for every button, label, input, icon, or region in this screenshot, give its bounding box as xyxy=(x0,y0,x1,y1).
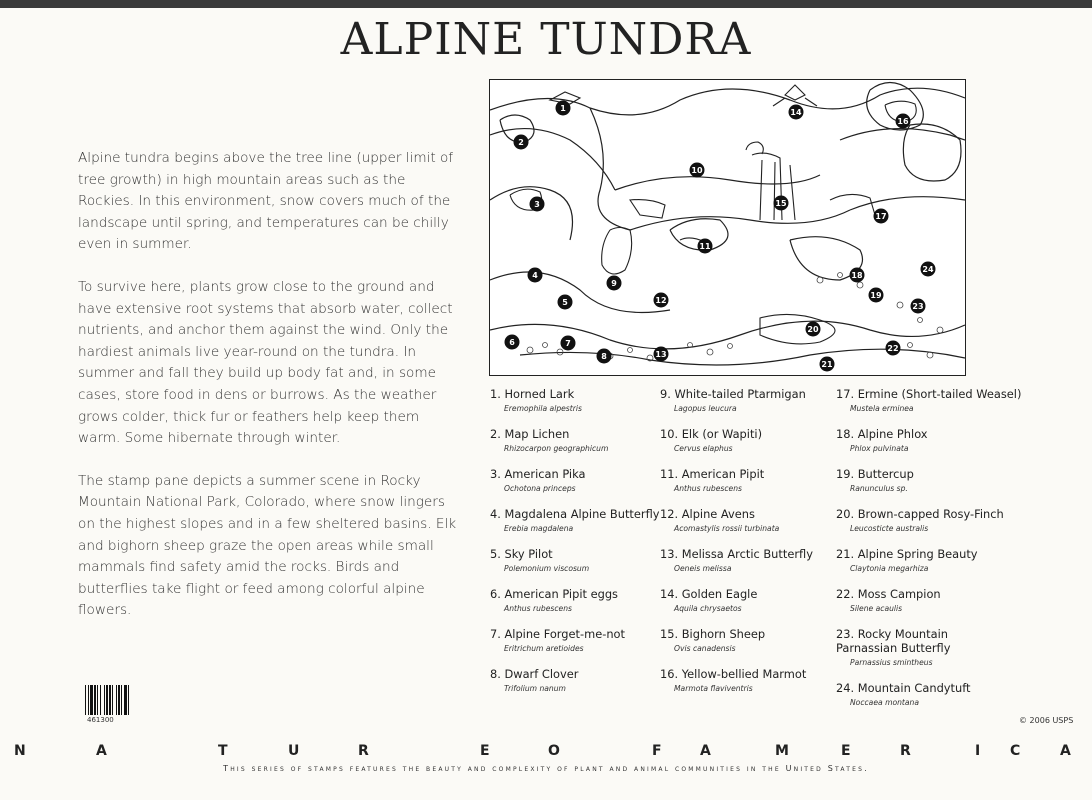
scene-marker xyxy=(820,357,835,372)
legend-item xyxy=(836,547,1016,573)
barcode-bar xyxy=(104,685,105,715)
scene-marker-label: 3 xyxy=(534,200,540,209)
scene-marker-label: 21 xyxy=(821,360,833,369)
scene-marker xyxy=(561,336,576,351)
scene-marker xyxy=(654,347,669,362)
legend-item xyxy=(836,427,1016,453)
legend-scientific-name: Polemonium viscosum xyxy=(504,564,590,573)
legend-common-name: 17. Ermine (Short-tailed Weasel) xyxy=(836,387,1022,401)
scene-marker-label: 18 xyxy=(851,271,863,280)
series-letter: R xyxy=(900,743,911,759)
scene-marker-label: 19 xyxy=(870,291,882,300)
barcode-bar xyxy=(128,685,129,715)
legend-item xyxy=(660,387,830,413)
legend-scientific-name: Eremophila alpestris xyxy=(504,404,582,413)
series-letter: I xyxy=(975,743,981,759)
scene-marker-label: 1 xyxy=(560,104,566,113)
legend-scientific-name: Rhizocarpon geographicum xyxy=(504,444,609,453)
legend-common-name: 20. Brown-capped Rosy-Finch xyxy=(836,507,1004,521)
barcode-bar xyxy=(124,685,127,715)
scene-marker xyxy=(607,276,622,291)
barcode-number: 461300 xyxy=(87,716,114,724)
legend-scientific-name: Ranunculus sp. xyxy=(850,484,908,493)
scene-line-art xyxy=(490,80,965,375)
legend-item xyxy=(660,507,830,533)
series-letter: F xyxy=(652,743,662,759)
copyright-text: © 2006 USPS xyxy=(1019,716,1074,725)
series-letter: U xyxy=(288,743,300,759)
legend-scientific-name: Claytonia megarhiza xyxy=(850,564,929,573)
barcode-bar xyxy=(88,685,89,715)
scene-marker xyxy=(911,299,926,314)
scene-marker-label: 8 xyxy=(601,352,607,361)
legend-scientific-name: Noccaea montana xyxy=(850,698,920,707)
legend-common-name: 14. Golden Eagle xyxy=(660,587,758,601)
legend-common-name: 22. Moss Campion xyxy=(836,587,941,601)
scene-marker-label: 4 xyxy=(532,271,538,280)
legend-scientific-name: Silene acaulis xyxy=(850,604,903,613)
barcode-bar xyxy=(85,685,86,715)
scene-marker-label: 13 xyxy=(655,350,667,359)
legend-common-name: 3. American Pika xyxy=(490,467,586,481)
legend-common-name: 19. Buttercup xyxy=(836,467,914,481)
scene-marker xyxy=(886,341,901,356)
scene-marker xyxy=(698,239,713,254)
legend-common-name: 8. Dwarf Clover xyxy=(490,667,579,681)
scene-marker-label: 24 xyxy=(922,265,934,274)
legend-item xyxy=(660,467,830,493)
intro-text xyxy=(78,148,458,643)
legend-common-name: 15. Bighorn Sheep xyxy=(660,627,766,641)
legend-common-name: 9. White-tailed Ptarmigan xyxy=(660,387,806,401)
scene-marker xyxy=(556,101,571,116)
legend-scientific-name: Mustela erminea xyxy=(850,404,914,413)
scene-marker-label: 2 xyxy=(518,138,524,147)
legend-common-name: 13. Melissa Arctic Butterfly xyxy=(660,547,813,561)
scene-marker-label: 6 xyxy=(509,338,515,347)
legend-scientific-name: Trifolium nanum xyxy=(504,684,566,693)
barcode-bar xyxy=(100,685,101,715)
barcode-bar xyxy=(97,685,98,715)
legend-item xyxy=(660,627,830,653)
scene-marker xyxy=(806,322,821,337)
intro-paragraph-3: The stamp pane depicts a summer scene in Rocky Mountain National Park, Colorado, where snow lingers on the highest slopes and in a few sheltered basins. Elk and bighorn sheep graze the open areas while small mammals find safety amid the rocks. Birds and butterflies take flight or feed among colorful alpine flowers. xyxy=(78,472,457,619)
scene-marker-label: 15 xyxy=(775,199,787,208)
barcode-bar xyxy=(90,685,93,715)
barcode-bar xyxy=(118,685,120,715)
legend-item xyxy=(836,387,1022,413)
scene-marker-label: 7 xyxy=(565,339,571,348)
scene-marker xyxy=(896,114,911,129)
series-letter: T xyxy=(218,743,228,759)
legend-scientific-name: Ovis canadensis xyxy=(674,644,736,653)
legend-scientific-name: Ochotona princeps xyxy=(504,484,576,493)
scene-marker-label: 12 xyxy=(655,296,667,305)
legend-common-name: 18. Alpine Phlox xyxy=(836,427,928,441)
scene-marker-label: 14 xyxy=(790,108,802,117)
scene-marker xyxy=(505,335,520,350)
legend-common-name: 16. Yellow-bellied Marmot xyxy=(660,667,807,681)
scene-marker xyxy=(921,262,936,277)
barcode-image xyxy=(85,685,149,715)
scene-marker xyxy=(514,135,529,150)
legend-scientific-name: Erebia magdalena xyxy=(504,524,574,533)
legend-scientific-name: Acomastylis rossii turbinata xyxy=(674,524,780,533)
scene-marker xyxy=(869,288,884,303)
series-title-letters xyxy=(0,743,1092,763)
legend-common-name: 12. Alpine Avens xyxy=(660,507,755,521)
scene-marker-label: 23 xyxy=(912,302,924,311)
legend-scientific-name: Phlox pulvinata xyxy=(850,444,909,453)
legend-common-name: 4. Magdalena Alpine Butterfly xyxy=(490,507,660,521)
series-footer-text: This series of stamps features the beauty and complexity of plant and animal communities in the United States. xyxy=(223,764,869,773)
legend-scientific-name: Aquila chrysaetos xyxy=(674,604,742,613)
barcode-bar xyxy=(112,685,113,715)
series-letter: A xyxy=(96,743,107,759)
legend-common-name: 24. Mountain Candytuft xyxy=(836,681,971,695)
legend-scientific-name: Anthus rubescens xyxy=(674,484,742,493)
legend-common-name: 1. Horned Lark xyxy=(490,387,575,401)
barcode-bar xyxy=(116,685,117,715)
series-letter: E xyxy=(841,743,851,759)
series-letter: M xyxy=(775,743,789,759)
scene-landscape xyxy=(490,83,965,365)
legend-item xyxy=(660,547,830,573)
scene-illustration xyxy=(489,79,966,376)
series-letter: C xyxy=(1010,743,1021,759)
series-letter: A xyxy=(1060,743,1071,759)
legend-common-name: 5. Sky Pilot xyxy=(490,547,553,561)
legend-scientific-name: Anthus rubescens xyxy=(504,604,572,613)
barcode-bar xyxy=(109,685,111,715)
legend-item xyxy=(660,667,830,693)
legend-scientific-name: Oeneis melissa xyxy=(674,564,732,573)
legend-item xyxy=(836,507,1016,533)
series-letter: A xyxy=(700,743,711,759)
barcode-bar xyxy=(106,685,108,715)
scene-marker-label: 16 xyxy=(897,117,909,126)
barcode-bar xyxy=(121,685,122,715)
scene-marker xyxy=(530,197,545,212)
scene-marker-label: 22 xyxy=(887,344,899,353)
legend-scientific-name: Parnassius smintheus xyxy=(850,658,933,667)
barcode-bar xyxy=(94,685,96,715)
legend-common-name: 6. American Pipit eggs xyxy=(490,587,618,601)
legend-scientific-name: Eritrichum aretioides xyxy=(504,644,584,653)
series-letter: O xyxy=(548,743,560,759)
legend-common-name: 11. American Pipit xyxy=(660,467,765,481)
legend-common-name: 10. Elk (or Wapiti) xyxy=(660,427,763,441)
scene-marker-label: 17 xyxy=(875,212,887,221)
scene-marker-label: 10 xyxy=(691,166,703,175)
series-letter: E xyxy=(480,743,490,759)
legend-scientific-name: Lagopus leucura xyxy=(674,404,737,413)
legend-scientific-name: Leucosticte australis xyxy=(850,524,929,533)
scene-marker xyxy=(528,268,543,283)
scene-marker xyxy=(654,293,669,308)
scene-marker xyxy=(850,268,865,283)
intro-paragraph-1: Alpine tundra begins above the tree line (upper limit of tree growth) in high mountain areas such as the Rockies. In this environment, snow covers much of the landscape until spring, and temperatures can be chilly even in summer. xyxy=(78,150,454,253)
scene-marker-label: 9 xyxy=(611,279,617,288)
series-letter: R xyxy=(358,743,369,759)
scene-marker-label: 11 xyxy=(699,242,711,251)
scene-marker xyxy=(558,295,573,310)
top-edge-band xyxy=(0,0,1092,8)
scene-flowers xyxy=(527,273,943,362)
legend-item xyxy=(660,427,830,453)
legend-item xyxy=(836,467,1016,493)
legend-common-name: 21. Alpine Spring Beauty xyxy=(836,547,978,561)
scene-marker-label: 20 xyxy=(807,325,819,334)
legend-item xyxy=(660,587,830,613)
scene-marker xyxy=(690,163,705,178)
scene-marker-label: 5 xyxy=(562,298,568,307)
legend-scientific-name: Marmota flaviventris xyxy=(674,684,753,693)
legend-item xyxy=(836,681,1016,707)
intro-paragraph-2: To survive here, plants grow close to the ground and have extensive root systems that absorb water, collect nutrients, and anchor them against the wind. Only the hardiest animals live year-round on the tundra. In summer and fall they build up body fat and, in some cases, store food in dens or burrows. As the weather grows colder, thick fur or feathers help keep them warm. Some hibernate through winter. xyxy=(78,278,453,447)
legend-item xyxy=(836,587,1016,613)
legend-scientific-name: Cervus elaphus xyxy=(674,444,733,453)
scene-marker xyxy=(789,105,804,120)
series-letter: N xyxy=(14,743,26,759)
legend-common-name: 7. Alpine Forget-me-not xyxy=(490,627,625,641)
scene-marker xyxy=(874,209,889,224)
legend-item xyxy=(836,627,1016,667)
scene-marker xyxy=(597,349,612,364)
scene-marker xyxy=(774,196,789,211)
legend-common-name: 2. Map Lichen xyxy=(490,427,570,441)
legend-common-name: 23. Rocky Mountain Parnassian Butterfly xyxy=(836,627,951,655)
page-title: ALPINE TUNDRA xyxy=(340,14,752,65)
